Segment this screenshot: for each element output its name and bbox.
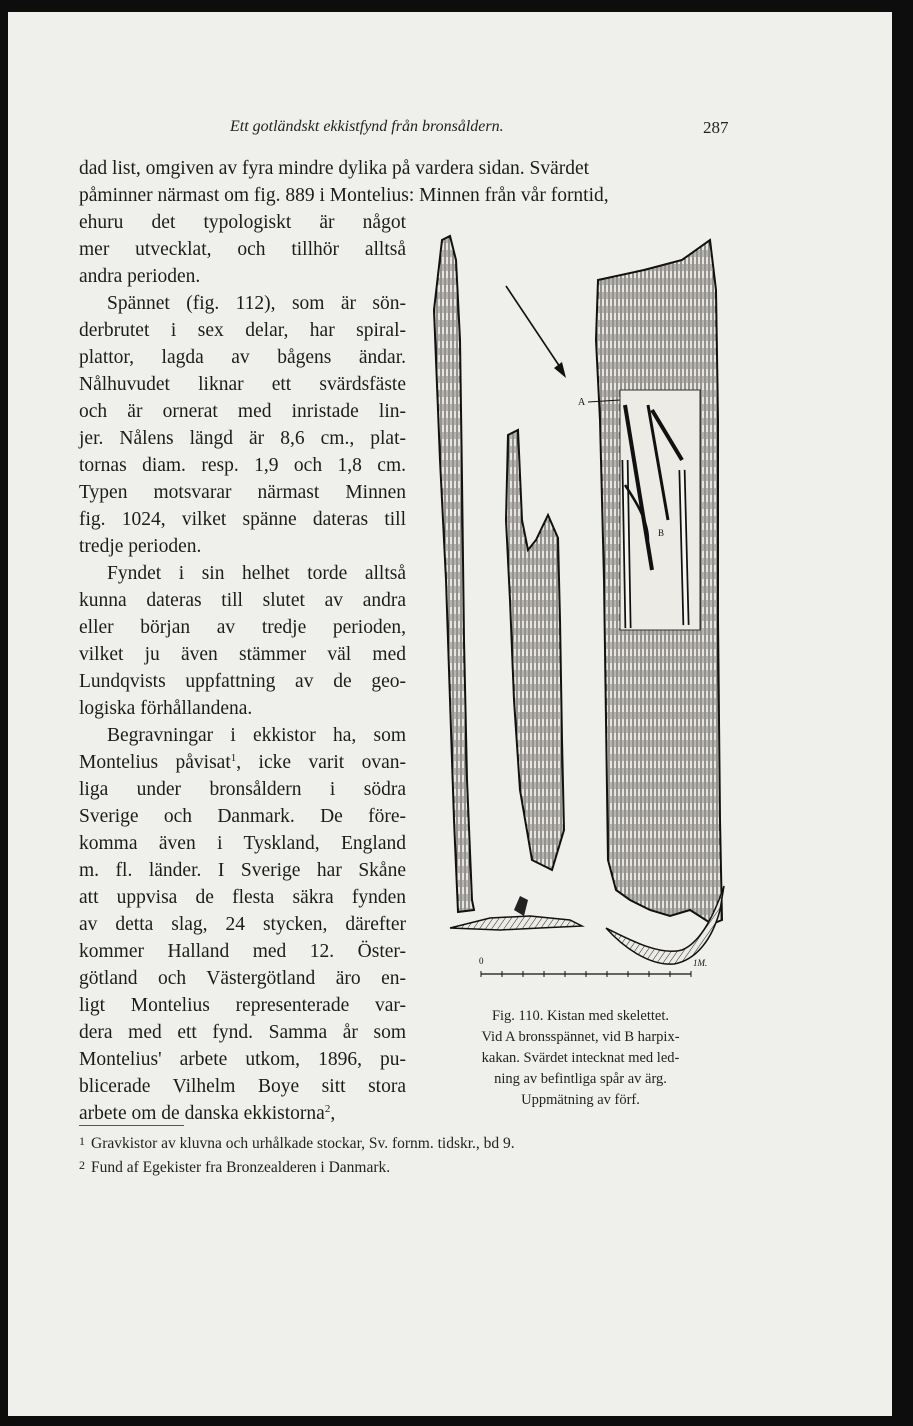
text-line: av detta slag, 24 stycken, därefter <box>79 914 406 935</box>
text-span: Montelius påvisat <box>79 752 231 773</box>
text-line: Lundqvists uppfattning av de geo- <box>79 671 406 692</box>
text-line: jer. Nålens längd är 8,6 cm., plat- <box>79 428 406 449</box>
text-line: fig. 1024, vilket spänne dateras till <box>79 509 406 530</box>
text-line: blicerade Vilhelm Boye sitt stora <box>79 1076 406 1097</box>
footnote-text: Fund af Egekister fra Bronzealderen i Danmark. <box>91 1159 391 1176</box>
footnote-rule <box>79 1125 184 1126</box>
footnote-2 <box>79 1158 390 1177</box>
figure-caption-line: Fig. 110. Kistan med skelettet. <box>491 1008 670 1024</box>
text-line: m. fl. länder. I Sverige har Skåne <box>79 860 406 881</box>
figure-caption-line: ning av befintliga spår av ärg. <box>494 1071 667 1087</box>
text-line: plattor, lagda av bågens ändar. <box>79 347 406 368</box>
text-line: Nålhuvudet liknar ett svärdsfäste <box>79 374 406 395</box>
text-line: dad list, omgiven av fyra mindre dylika på vardera sidan. Svärdet <box>79 158 590 179</box>
scale-zero: 0 <box>479 956 484 966</box>
figure-caption-line: kakan. Svärdet intecknat med led- <box>481 1050 680 1066</box>
page <box>8 12 892 1416</box>
scale-bar <box>473 952 723 986</box>
coffin-fragment <box>506 430 564 870</box>
text-line: kommer Halland med 12. Öster- <box>79 941 406 962</box>
text-line: tredje perioden. <box>79 536 202 557</box>
text-line: komma även i Tyskland, England <box>79 833 406 854</box>
text-line: kunna dateras till slutet av andra <box>79 590 406 611</box>
page-number: 287 <box>703 118 729 137</box>
figure-caption-line: Uppmätning av förf. <box>521 1092 640 1108</box>
pointer-arrow <box>506 286 562 370</box>
running-title: Ett gotländskt ekkistfynd från bronsåldern. <box>230 118 504 135</box>
footnote-mark: 2 <box>79 1158 85 1172</box>
text-line: och är ornerat med inristade lin- <box>79 401 406 422</box>
text-span: , icke varit ovan- <box>236 752 406 773</box>
text-line: att uppvisa de flesta säkra fynden <box>79 887 406 908</box>
text-line: götland och Västergötland äro en- <box>79 968 406 989</box>
footnote-mark: 1 <box>79 1134 85 1148</box>
coffin-lid <box>434 236 474 912</box>
text-line: Begravningar i ekkistor ha, som <box>107 725 406 746</box>
text-line: logiska förhållandena. <box>79 698 253 719</box>
figure-label-b: B <box>658 528 665 538</box>
text-line: påminner närmast om fig. 889 i Montelius: Minnen från vår forntid, <box>79 185 609 206</box>
page-header <box>8 114 892 142</box>
note-mark: 2 <box>324 1103 331 1115</box>
text-line: vilket ju även stämmer väl med <box>79 644 406 665</box>
arrow-head <box>554 362 566 378</box>
text-line: derbrutet i sex delar, har spiral- <box>79 320 406 341</box>
text-line: eller början av tredje perioden, <box>79 617 406 638</box>
text-line: ehuru det typologiskt är något <box>79 212 406 233</box>
text-line: Sverige och Danmark. De före- <box>79 806 406 827</box>
scale-end: 1M. <box>693 958 708 968</box>
text-line <box>79 750 406 776</box>
text-line: mer utvecklat, och tillhör alltså <box>79 239 406 260</box>
note-mark: 1 <box>230 752 237 764</box>
text-line: liga under bronsåldern i södra <box>79 779 406 800</box>
footnote-1 <box>79 1134 515 1153</box>
text-line: Typen motsvarar närmast Minnen <box>79 482 406 503</box>
text-line: Spännet (fig. 112), som är sön- <box>107 293 406 314</box>
figure-caption-line: Vid A bronsspännet, vid B harpix- <box>481 1029 680 1045</box>
text-line: ligt Montelius representerade var- <box>79 995 406 1016</box>
text-line <box>79 1101 406 1127</box>
text-line: Montelius' arbete utkom, 1896, pu- <box>79 1049 406 1070</box>
text-line: Fyndet i sin helhet torde alltså <box>107 563 406 584</box>
sword-blade-section <box>450 916 582 930</box>
text-line: andra perioden. <box>79 266 201 287</box>
text-span: , <box>330 1103 336 1124</box>
text-span: arbete om de danska ekkistorna <box>79 1103 325 1124</box>
sword-hilt-section <box>514 896 528 916</box>
figure-label-a: A <box>578 397 586 408</box>
text-line: dera med ett fynd. Samma år som <box>79 1022 406 1043</box>
text-line: tornas diam. resp. 1,9 och 1,8 cm. <box>79 455 406 476</box>
coffin-illustration <box>420 220 740 990</box>
footnote-text: Gravkistor av kluvna och urhålkade stockar, Sv. fornm. tidskr., bd 9. <box>91 1135 515 1152</box>
